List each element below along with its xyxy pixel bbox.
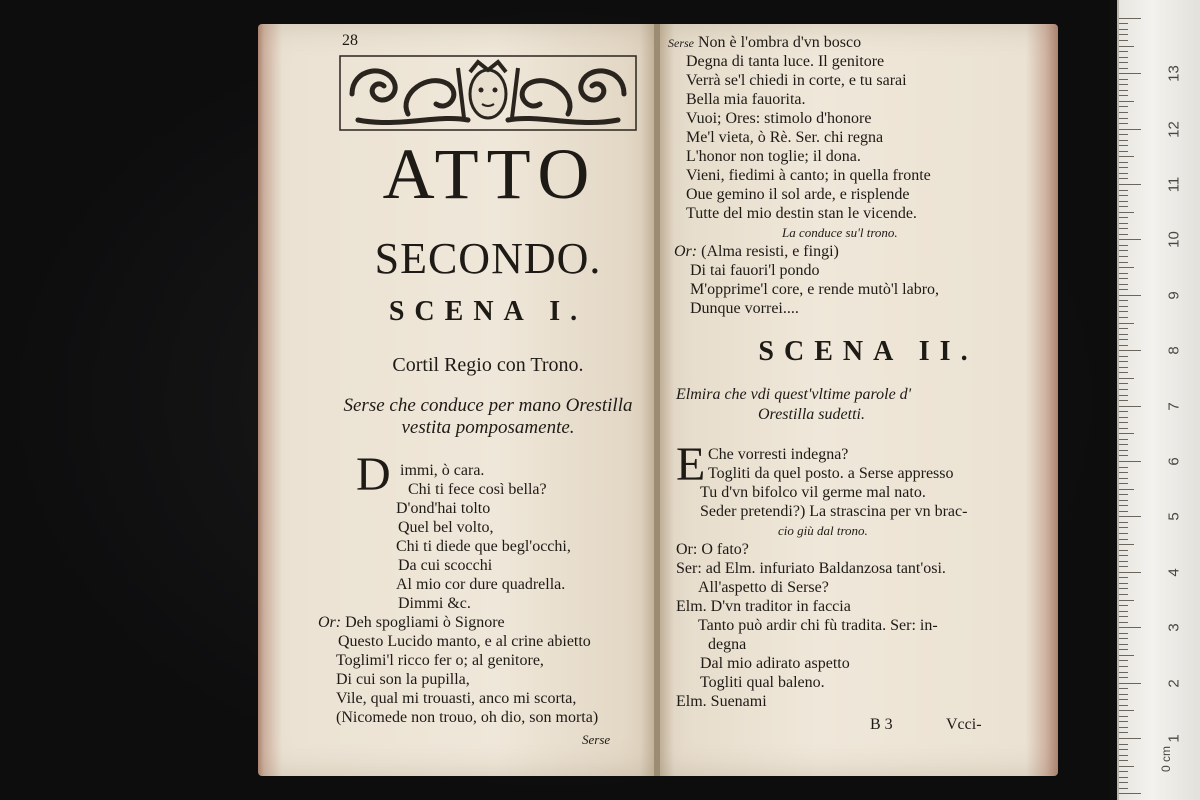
ruler-tick bbox=[1119, 239, 1141, 240]
ruler-tick bbox=[1119, 267, 1134, 268]
ruler-number: 2 bbox=[1165, 678, 1183, 688]
ruler-tick bbox=[1119, 173, 1128, 174]
verse-line: Dimmi &c. bbox=[398, 595, 471, 612]
stage-direction bbox=[318, 395, 658, 439]
ruler-tick bbox=[1119, 262, 1128, 263]
ruler-tick bbox=[1119, 328, 1128, 329]
speech-line: Questo Lucido manto, e al crine abietto bbox=[338, 633, 591, 650]
ruler-tick bbox=[1119, 478, 1128, 479]
ruler-tick bbox=[1119, 162, 1128, 163]
ruler-tick bbox=[1119, 660, 1128, 661]
speech-line: Togliti da quel posto. a Serse appresso bbox=[708, 465, 954, 482]
speech-line: Dunque vorrei.... bbox=[690, 300, 799, 317]
speech-line: L'honor non toglie; il dona. bbox=[686, 148, 861, 165]
ruler-tick bbox=[1119, 156, 1134, 157]
ruler-tick bbox=[1119, 245, 1128, 246]
ruler-tick bbox=[1119, 300, 1128, 301]
ruler-tick bbox=[1119, 672, 1128, 673]
ruler-tick bbox=[1119, 721, 1128, 722]
ruler-tick bbox=[1119, 356, 1128, 357]
stage-direction: cio giù dal trono. bbox=[778, 523, 868, 538]
drop-cap: E bbox=[676, 438, 706, 491]
ruler-tick bbox=[1119, 372, 1128, 373]
speech-line: Tanto può ardir chi fù tradita. Ser: in- bbox=[698, 617, 938, 634]
stage-direction-line: vestita pomposamente. bbox=[401, 417, 575, 438]
ruler-tick bbox=[1119, 201, 1128, 202]
speech-line: Verrà se'l chiedi in corte, e tu sarai bbox=[686, 72, 907, 89]
ruler-tick bbox=[1119, 788, 1128, 789]
ruler-tick bbox=[1119, 383, 1128, 384]
ruler-tick bbox=[1119, 145, 1128, 146]
ruler-tick bbox=[1119, 688, 1128, 689]
ruler-tick bbox=[1119, 95, 1128, 96]
scene-setting: Cortil Regio con Trono. bbox=[392, 354, 584, 376]
act-subtitle: SECONDO. bbox=[374, 234, 602, 283]
ruler-tick bbox=[1119, 361, 1128, 362]
ruler-tick bbox=[1119, 583, 1128, 584]
ruler-number: 11 bbox=[1165, 176, 1183, 193]
speech-line: Vieni, fiedimi à canto; in quella fronte bbox=[686, 167, 931, 184]
ruler-tick bbox=[1119, 611, 1128, 612]
ruler-tick bbox=[1119, 716, 1128, 717]
ruler-tick bbox=[1119, 400, 1128, 401]
act-title: ATTO bbox=[382, 134, 598, 214]
verse-line: D'ond'hai tolto bbox=[396, 500, 491, 517]
ruler-tick bbox=[1119, 167, 1128, 168]
ruler-tick bbox=[1119, 782, 1128, 783]
verse-line: Chi ti fece così bella? bbox=[408, 481, 547, 498]
speech-line: Tutte del mio destin stan le vicende. bbox=[686, 205, 917, 222]
speech-line: Tu d'vn bifolco vil germe mal nato. bbox=[700, 484, 926, 501]
verse-line: Da cui scocchi bbox=[398, 557, 493, 574]
ruler-tick bbox=[1119, 68, 1128, 69]
speech-line: degna bbox=[708, 636, 747, 653]
ruler-tick bbox=[1119, 389, 1128, 390]
ruler-tick bbox=[1119, 439, 1128, 440]
ruler-tick bbox=[1119, 677, 1128, 678]
measurement-ruler bbox=[1117, 0, 1200, 800]
ruler-number: 8 bbox=[1165, 346, 1183, 355]
ruler-tick bbox=[1119, 323, 1134, 324]
ruler-tick bbox=[1119, 732, 1128, 733]
ruler-tick bbox=[1119, 306, 1128, 307]
speech-line: Di cui son la pupilla, bbox=[336, 671, 470, 688]
ruler-tick bbox=[1119, 90, 1128, 91]
ruler-tick bbox=[1119, 710, 1134, 711]
speech-line: Elm. D'vn traditor in faccia bbox=[676, 598, 851, 615]
ruler-tick bbox=[1119, 594, 1128, 595]
ruler-tick bbox=[1119, 489, 1134, 490]
catchword: Serse bbox=[582, 732, 611, 747]
ruler-tick bbox=[1119, 289, 1128, 290]
ruler-tick bbox=[1119, 250, 1128, 251]
ruler-tick bbox=[1119, 633, 1128, 634]
ruler-tick bbox=[1119, 345, 1128, 346]
ruler-tick bbox=[1119, 417, 1128, 418]
ruler-tick bbox=[1119, 516, 1141, 517]
ruler-tick bbox=[1119, 444, 1128, 445]
ruler-tick bbox=[1119, 62, 1128, 63]
ruler-tick bbox=[1119, 755, 1128, 756]
ruler-tick bbox=[1119, 622, 1128, 623]
ruler-tick bbox=[1119, 561, 1128, 562]
ruler-tick bbox=[1119, 234, 1128, 235]
speech-line: Toglimi'l ricco fer o; al genitore, bbox=[336, 652, 544, 669]
speaker-label: Or: bbox=[318, 614, 342, 631]
speech-text: (Alma resisti, e fingi) bbox=[701, 243, 839, 260]
ruler-tick bbox=[1119, 395, 1128, 396]
ruler-tick bbox=[1119, 140, 1128, 141]
speech-line bbox=[668, 34, 861, 52]
ruler-tick bbox=[1119, 273, 1128, 274]
ruler-tick bbox=[1119, 494, 1128, 495]
ruler-tick bbox=[1119, 46, 1134, 47]
ruler-tick bbox=[1119, 123, 1128, 124]
ruler-tick bbox=[1119, 738, 1141, 739]
ruler-tick bbox=[1119, 23, 1128, 24]
speech-line: Elm. Suenami bbox=[676, 693, 767, 710]
ruler-tick bbox=[1119, 577, 1128, 578]
ruler-tick bbox=[1119, 422, 1128, 423]
ruler-tick bbox=[1119, 295, 1141, 296]
stage-direction: La conduce su'l trono. bbox=[782, 225, 898, 240]
ruler-tick bbox=[1119, 605, 1128, 606]
ruler-number: 12 bbox=[1165, 120, 1183, 138]
ruler-tick bbox=[1119, 539, 1128, 540]
speech-line: Dal mio adirato aspetto bbox=[700, 655, 850, 672]
speech-line: Bella mia fauorita. bbox=[686, 91, 806, 108]
ruler-tick bbox=[1119, 367, 1128, 368]
ruler-tick bbox=[1119, 555, 1128, 556]
speaker-label: Or: bbox=[674, 243, 698, 260]
speaker-label: Serse bbox=[668, 36, 694, 50]
ruler-tick bbox=[1119, 84, 1128, 85]
ruler-tick bbox=[1119, 34, 1128, 35]
ruler-tick bbox=[1119, 550, 1128, 551]
ruler-tick bbox=[1119, 766, 1134, 767]
speech-line: (Nicomede non trouo, oh dio, son morta) bbox=[336, 709, 599, 726]
speech-line bbox=[318, 614, 505, 632]
speech-line: All'aspetto di Serse? bbox=[698, 579, 829, 596]
ruler-tick bbox=[1119, 118, 1128, 119]
ruler-tick bbox=[1119, 483, 1128, 484]
ruler-tick bbox=[1119, 655, 1134, 656]
speech-line: Di tai fauori'l pondo bbox=[690, 262, 820, 279]
ruler-tick bbox=[1119, 666, 1128, 667]
ruler-tick bbox=[1119, 433, 1134, 434]
ruler-tick bbox=[1119, 106, 1128, 107]
speech-line: Or: O fato? bbox=[676, 541, 749, 558]
ruler-tick bbox=[1119, 134, 1128, 135]
ruler-tick bbox=[1119, 699, 1128, 700]
ruler-number: 13 bbox=[1165, 65, 1183, 83]
ruler-tick bbox=[1119, 588, 1128, 589]
ruler-number: 6 bbox=[1165, 457, 1183, 466]
ruler-tick bbox=[1119, 450, 1128, 451]
ruler-tick bbox=[1119, 212, 1134, 213]
page-number: 28 bbox=[342, 32, 358, 49]
ruler-tick bbox=[1119, 793, 1141, 794]
ruler-tick bbox=[1119, 683, 1141, 684]
speech-line: Me'l vieta, ò Rè. Ser. chi regna bbox=[686, 129, 884, 146]
ruler-tick bbox=[1119, 727, 1128, 728]
ruler-tick bbox=[1119, 644, 1128, 645]
drop-cap: D bbox=[356, 448, 391, 501]
ruler-tick bbox=[1119, 190, 1128, 191]
ruler-tick bbox=[1119, 777, 1128, 778]
ruler-tick bbox=[1119, 334, 1128, 335]
ruler-tick bbox=[1119, 627, 1141, 628]
ruler-tick bbox=[1119, 428, 1128, 429]
woodcut-ornament-icon bbox=[338, 54, 638, 132]
ruler-tick bbox=[1119, 522, 1128, 523]
ruler-tick bbox=[1119, 350, 1141, 351]
verse-line: Al mio cor dure quadrella. bbox=[396, 576, 566, 593]
ruler-tick bbox=[1119, 760, 1128, 761]
ruler-tick bbox=[1119, 206, 1128, 207]
open-book bbox=[258, 24, 1058, 776]
ruler-tick bbox=[1119, 51, 1128, 52]
ruler-tick bbox=[1119, 505, 1128, 506]
ruler-tick bbox=[1119, 378, 1134, 379]
ruler-tick bbox=[1119, 616, 1128, 617]
ruler-tick bbox=[1119, 79, 1128, 80]
ruler-tick bbox=[1119, 544, 1134, 545]
ruler-tick bbox=[1119, 511, 1128, 512]
ruler-tick bbox=[1119, 749, 1128, 750]
speech-line: M'opprime'l core, e rende mutò'l labro, bbox=[690, 281, 940, 298]
scene-heading: SCENA I. bbox=[388, 296, 588, 327]
ruler-tick bbox=[1119, 638, 1128, 639]
scene-heading: SCENA II. bbox=[758, 336, 978, 367]
ruler-tick bbox=[1119, 339, 1128, 340]
ruler-number: 10 bbox=[1165, 231, 1183, 249]
scene-rubric-line: Elmira che vdi quest'vltime parole d' bbox=[676, 386, 912, 403]
ruler-number: 5 bbox=[1165, 512, 1183, 522]
ruler-tick bbox=[1119, 467, 1128, 468]
ruler-tick bbox=[1119, 500, 1128, 501]
verse-line: Quel bel volto, bbox=[398, 519, 494, 536]
ruler-number: 1 bbox=[1165, 734, 1183, 743]
ruler-tick bbox=[1119, 533, 1128, 534]
speech-line: Togliti qual baleno. bbox=[700, 674, 825, 691]
ruler-tick bbox=[1119, 317, 1128, 318]
ruler-tick bbox=[1119, 112, 1128, 113]
ruler-tick bbox=[1119, 151, 1128, 152]
ruler-tick bbox=[1119, 771, 1128, 772]
speech-text: Deh spogliami ò Signore bbox=[345, 614, 505, 631]
catchword: Vcci- bbox=[946, 716, 982, 733]
ruler-tick bbox=[1119, 256, 1128, 257]
ruler-tick bbox=[1119, 284, 1128, 285]
ruler-tick bbox=[1119, 649, 1128, 650]
ruler-tick bbox=[1119, 184, 1141, 185]
speech-line: Seder pretendi?) La strascina per vn brac- bbox=[700, 503, 968, 520]
printer-signature: B 3 bbox=[870, 716, 893, 733]
ruler-unit-label: 0 cm bbox=[1159, 745, 1174, 773]
ruler-tick bbox=[1119, 694, 1128, 695]
speech-line bbox=[674, 243, 839, 261]
ruler-tick bbox=[1119, 278, 1128, 279]
ruler-tick bbox=[1119, 572, 1141, 573]
speech-line: Degna di tanta luce. Il genitore bbox=[686, 53, 885, 70]
ruler-tick bbox=[1119, 311, 1128, 312]
ruler-tick bbox=[1119, 744, 1128, 745]
ruler-tick bbox=[1119, 29, 1128, 30]
ruler-tick bbox=[1119, 566, 1128, 567]
ruler-tick bbox=[1119, 129, 1141, 130]
speech-line: Ser: ad Elm. infuriato Baldanzosa tant'osi. bbox=[676, 560, 946, 577]
ruler-tick bbox=[1119, 178, 1128, 179]
ruler-tick bbox=[1119, 600, 1134, 601]
ruler-tick bbox=[1119, 461, 1141, 462]
scene-rubric-line: Orestilla sudetti. bbox=[758, 406, 865, 423]
ruler-tick bbox=[1119, 455, 1128, 456]
speech-line: Che vorresti indegna? bbox=[708, 446, 849, 463]
verse-line: immi, ò cara. bbox=[400, 462, 485, 479]
ruler-tick bbox=[1119, 223, 1128, 224]
ruler-tick bbox=[1119, 705, 1128, 706]
ruler-tick bbox=[1119, 40, 1128, 41]
verse-line: Chi ti diede que begl'occhi, bbox=[396, 538, 571, 555]
stage-direction-line: Serse che conduce per mano Orestilla bbox=[343, 395, 633, 416]
speech-line: Vile, qual mi trouasti, anco mi scorta, bbox=[336, 690, 577, 707]
ruler-number: 7 bbox=[1165, 401, 1183, 411]
ruler-tick bbox=[1119, 217, 1128, 218]
ruler-tick bbox=[1119, 101, 1134, 102]
speech-text: Non è l'ombra d'vn bosco bbox=[698, 34, 862, 51]
ruler-tick bbox=[1119, 472, 1128, 473]
ruler-tick bbox=[1119, 411, 1128, 412]
ruler-tick bbox=[1119, 18, 1141, 19]
ruler-tick bbox=[1119, 195, 1128, 196]
speech-line: Vuoi; Ores: stimolo d'honore bbox=[686, 110, 872, 127]
ruler-tick bbox=[1119, 73, 1141, 74]
speech-line: Oue gemino il sol arde, e risplende bbox=[686, 186, 910, 203]
ruler-tick bbox=[1119, 527, 1128, 528]
ruler-number: 3 bbox=[1165, 623, 1183, 632]
ruler-tick bbox=[1119, 228, 1128, 229]
ruler-tick bbox=[1119, 406, 1141, 407]
ruler-number: 4 bbox=[1165, 568, 1183, 577]
ruler-tick bbox=[1119, 57, 1128, 58]
ruler-number: 9 bbox=[1165, 291, 1183, 300]
